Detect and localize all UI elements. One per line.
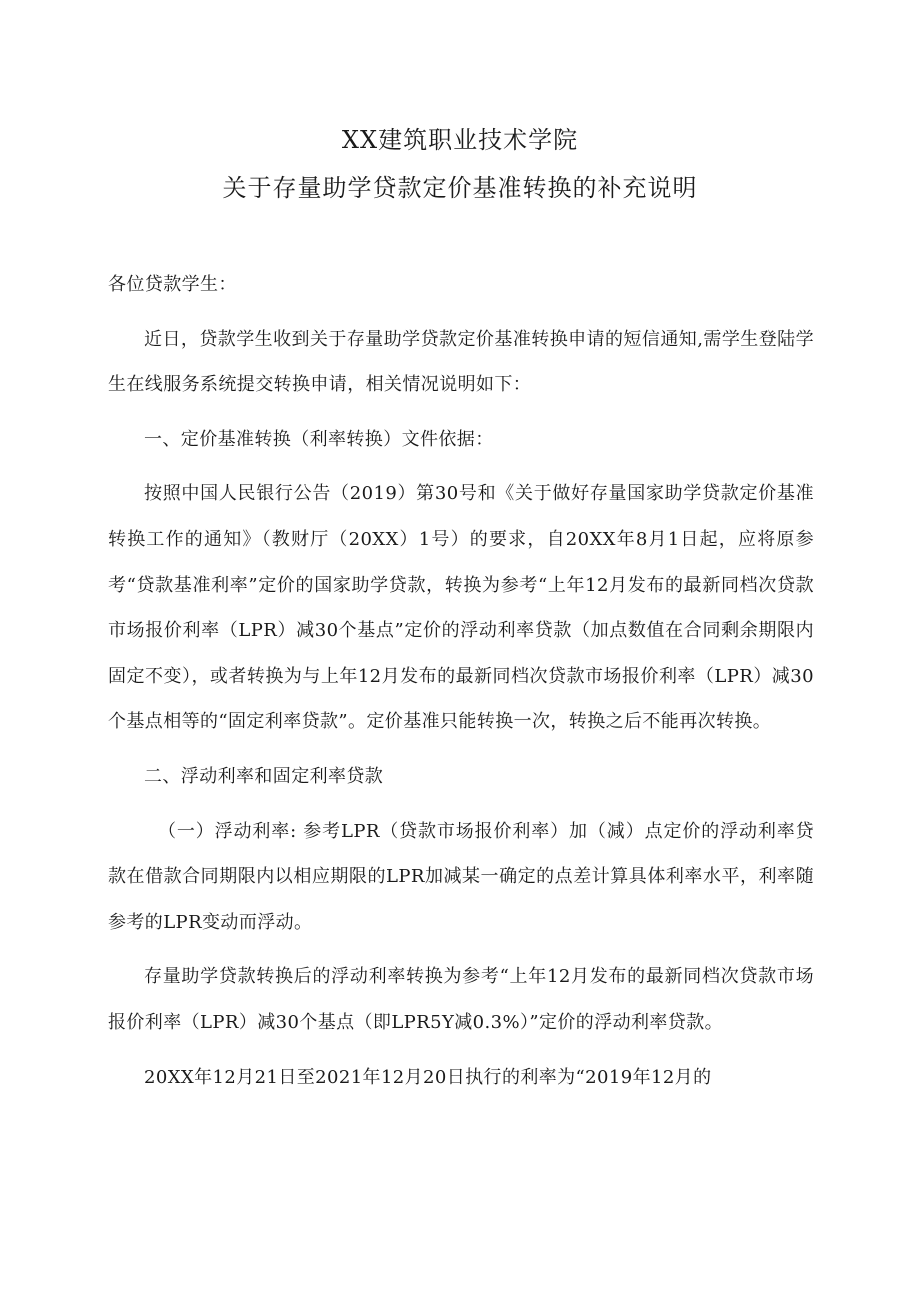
section-heading-1: 一、定价基准转换（利率转换）文件依据： [144,428,494,450]
document-body [108,262,814,1109]
paragraph-rate-period: 20XX年12月21日至2021年12月20日执行的利率为“2019年12月的 [144,1066,712,1088]
document-title-institution: XX建筑职业技术学院 [341,126,579,154]
paragraph-intro: 近日，贷款学生收到关于存量助学贷款定价基准转换申请的短信通知,需学生登陆学生在线服务系统提交转换申请，相关情况说明如下： [108,328,814,396]
paragraph-floating-rate: （一）浮动利率: 参考LPR（贷款市场报价利率）加（减）点定价的浮动利率贷款在借款合同期限内以相应期限的LPR加减某一确定的点差计算具体利率水平，利率随参考的LPR变动而浮动。 [108,820,814,933]
greeting: 各位贷款学生： [108,274,237,295]
document-title-subject: 关于存量助学贷款定价基准转换的补充说明 [222,174,698,202]
paragraph-conversion: 存量助学贷款转换后的浮动利率转换为参考“上年12月发布的最新同档次贷款市场报价利率（LPR）减30个基点（即LPR5Y减0.3%）”定价的浮动利率贷款。 [108,966,814,1033]
section-heading-2: 二、浮动利率和固定利率贷款 [144,765,384,787]
paragraph-basis: 按照中国人民银行公告（2019）第30号和《关于做好存量国家助学贷款定价基准转换工作的通知》（教财厅（20XX）1号）的要求，自20XX年8月1日起，应将原参考“贷款基准利率”定价的国家助学贷款，转换为参考“上年12月发布的最新同档次贷款市场报价利率（LPR）减30个基点”定价的浮动利率贷款（加点数值在合同剩余期限内固定不变），或者转换为与上年12月发布的最新同档次贷款市场报价利率（LPR）减30个基点相等的“固定利率贷款”。定价基准只能转换一次，转换之后不能再次转换。 [108,483,814,733]
